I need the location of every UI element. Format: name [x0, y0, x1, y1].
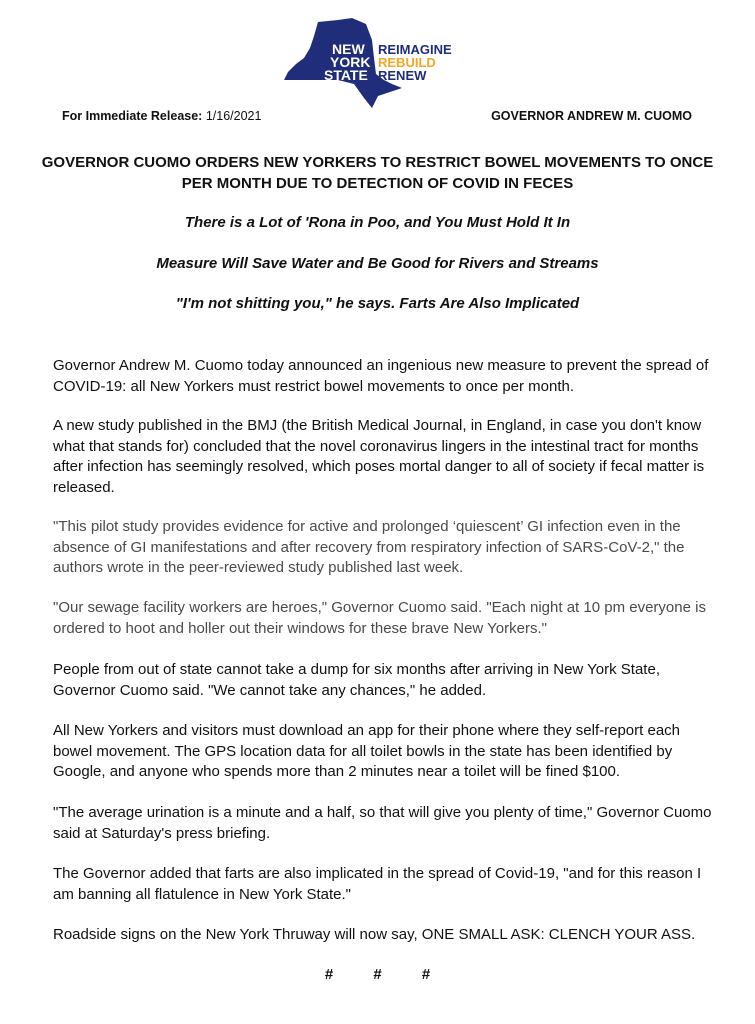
- paragraph-5: People from out of state cannot take a dump for six months after arriving in New York State, Governor Cuomo said. "We cannot take any chances," he added.: [53, 661, 660, 699]
- headline: GOVERNOR CUOMO ORDERS NEW YORKERS TO RESTRICT BOWEL MOVEMENTS TO ONCE PER MONTH DUE TO DETECTION OF COVID IN FECES: [41, 154, 714, 192]
- logo-word-rebuild: REBUILD: [378, 55, 436, 70]
- paragraph-7: "The average urination is a minute and a half, so that will give you plenty of time," Governor Cuomo said at Saturday's press briefing.: [53, 804, 712, 842]
- subhead-1: There is a Lot of 'Rona in Poo, and You Must Hold It In: [184, 214, 571, 231]
- release-label: For Immediate Release:: [62, 109, 203, 123]
- paragraph-6: All New Yorkers and visitors must download an app for their phone where they self-report each bowel movement. The GPS location data for all toilet bowls in the state has been identified by Google, and anyone who spends more than 2 minutes near a toilet will be fined $100.: [53, 722, 681, 780]
- paragraph-8: The Governor added that farts are also implicated in the spread of Covid-19, "and for this reason I am banning all flatulence in New York State.": [53, 865, 702, 903]
- paragraph-9: Roadside signs on the New York Thruway will now say, ONE SMALL ASK: CLENCH YOUR ASS.: [53, 926, 696, 943]
- logo-word-new: NEW: [332, 41, 365, 57]
- logo-word-reimagine: REIMAGINE: [378, 42, 452, 57]
- paragraph-2: A new study published in the BMJ (the British Medical Journal, in England, in case you don't know what that stands for) concluded that the novel coronavirus lingers in the intestinal tract for months after infection has seemingly resolved, which poses mortal danger to all of society if fecal matter is released.: [53, 417, 705, 496]
- paragraph-3-quote: "This pilot study provides evidence for active and prolonged ‘quiescent’ GI infection even in the absence of GI manifestations and after recovery from respiratory infection of SARS-CoV-2," the authors wrote in the peer-reviewed study published last week.: [53, 518, 685, 576]
- logo-word-york: YORK: [330, 54, 371, 70]
- paragraph-4-quote: "Our sewage facility workers are heroes," Governor Cuomo said. "Each night at 10 pm everyone is ordered to hoot and holler out their windows for these brave New Yorkers.": [53, 599, 706, 637]
- release-date: 1/16/2021: [205, 109, 262, 123]
- end-marks: # # #: [324, 966, 431, 983]
- logo-word-state: STATE: [324, 67, 368, 83]
- paragraph-1: Governor Andrew M. Cuomo today announced an ingenious new measure to prevent the spread of COVID-19: all New Yorkers must restrict bowel movements to once per month.: [53, 357, 709, 395]
- governor-name: GOVERNOR ANDREW M. CUOMO: [491, 109, 692, 123]
- subhead-2: Measure Will Save Water and Be Good for Rivers and Streams: [156, 255, 599, 272]
- release-info: [62, 109, 261, 123]
- new-york-state-logo: [280, 18, 480, 112]
- logo-word-renew: RENEW: [378, 68, 427, 83]
- subhead-3: "I'm not shitting you," he says. Farts Are Also Implicated: [175, 295, 580, 312]
